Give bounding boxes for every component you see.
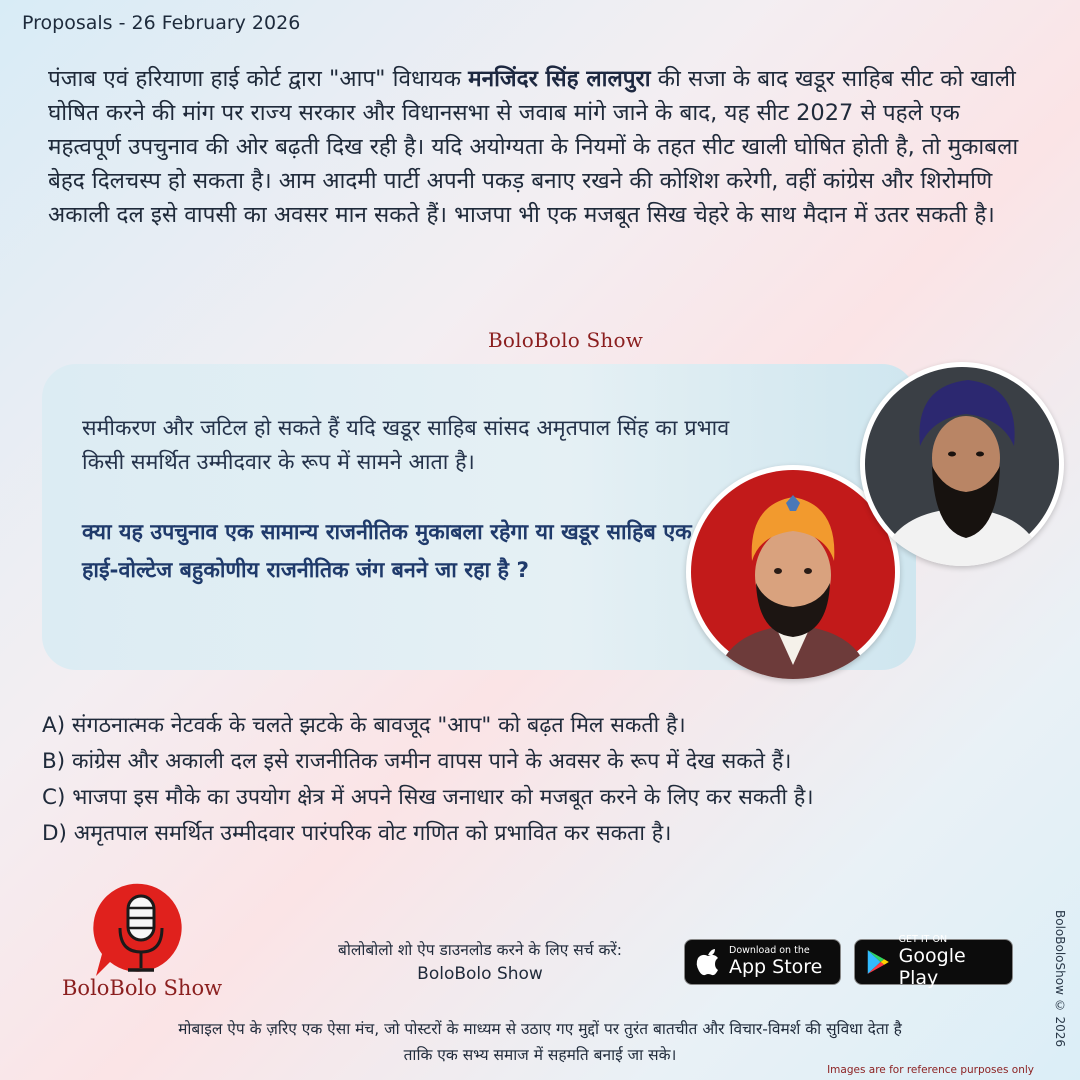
footer-description	[40, 1016, 1040, 1068]
image-disclaimer: Images are for reference purposes only	[827, 1064, 1034, 1076]
app-store-badge[interactable]	[684, 939, 841, 985]
page-header-title: Proposals - 26 February 2026	[22, 12, 301, 34]
footer-line-2: ताकि एक सभ्य समाज में सहमति बनाई जा सके।	[403, 1046, 677, 1064]
intro-text-after: की सजा के बाद खडूर साहिब सीट को खाली घोषित करने की मांग पर राज्य सरकार और विधानसभा से जवाब मांगे जाने के बाद, यह सीट 2027 से पहले एक महत्वपूर्ण उपचुनाव की ओर बढ़ती दिख रही है। यदि अयोग्यता के नियमों के तहत सीट खाली घोषित होती है, तो मुकाबला बेहद दिलचस्प हो सकता है। आम आदमी पार्टी अपनी पकड़ बनाए रखने की कोशिश करेगी, वहीं कांग्रेस और शिरोमणि अकाली दल इसे वापसी का अवसर मान सकते हैं। भाजपा भी एक मजबूत सिख चेहरे के साथ मैदान में उतर सकती है।	[48, 66, 1019, 228]
card-context-text: समीकरण और जटिल हो सकते हैं यदि खडूर साहिब सांसद अमृतपाल सिंह का प्रभाव किसी समर्थित उम्मीदवार के रूप में सामने आता है।	[82, 416, 730, 475]
option-c: C) भाजपा इस मौके का उपयोग क्षेत्र में अपने सिख जनाधार को मजबूत करने के लिए कर सकती है।	[42, 785, 814, 810]
intro-paragraph	[48, 62, 1028, 232]
portrait-navy-turban-image	[860, 362, 1064, 566]
option-d: D) अमृतपाल समर्थित उम्मीदवार पारंपरिक वोट गणित को प्रभावित कर सकता है।	[42, 821, 672, 846]
download-app-name: BoloBolo Show	[417, 964, 543, 984]
card-question-text: क्या यह उपचुनाव एक सामान्य राजनीतिक मुकाबला रहेगा या खडूर साहिब एक हाई-वोल्टेज बहुकोणीय राजनीतिक जंग बनने जा रहा है ?	[82, 520, 692, 583]
google-play-icon	[865, 947, 891, 977]
portrait-navy-turban	[860, 362, 1064, 566]
answer-options-list	[42, 708, 1072, 852]
logo-brand-text: BoloBolo Show	[62, 976, 223, 1000]
googleplay-small-text: GET IT ON	[898, 934, 948, 945]
intro-highlight-name: मनजिंदर सिंह लालपुरा	[468, 66, 651, 92]
appstore-big-text: App Store	[729, 956, 823, 978]
appstore-small-text: Download on the	[729, 945, 810, 956]
option-a: A) संगठनात्मक नेटवर्क के चलते झटके के बावजूद "आप" को बढ़त मिल सकती है।	[42, 713, 686, 738]
googleplay-big-text: Google Play	[898, 945, 966, 989]
intro-text-before: पंजाब एवं हरियाणा हाई कोर्ट द्वारा "आप" विधायक	[48, 66, 469, 92]
microphone-icon	[62, 876, 222, 986]
center-watermark: BoloBolo Show	[488, 328, 644, 352]
option-b: B) कांग्रेस और अकाली दल इसे राजनीतिक जमीन वापस पाने के अवसर के रूप में देख सकते हैं।	[42, 749, 792, 774]
footer-line-1: मोबाइल ऐप के ज़रिए एक ऐसा मंच, जो पोस्टरों के माध्यम से उठाए गए मुद्दों पर तुरंत बातचीत और विचार-विमर्श की सुविधा देता है	[178, 1020, 902, 1038]
download-instructions	[290, 938, 670, 986]
google-play-badge[interactable]	[854, 934, 1013, 989]
download-label: बोलोबोलो शो ऐप डाउनलोड करने के लिए सर्च करें:	[338, 941, 622, 959]
copyright-vertical: BoloBoloShow © 2026	[1053, 910, 1067, 1048]
apple-logo-icon	[695, 947, 721, 977]
